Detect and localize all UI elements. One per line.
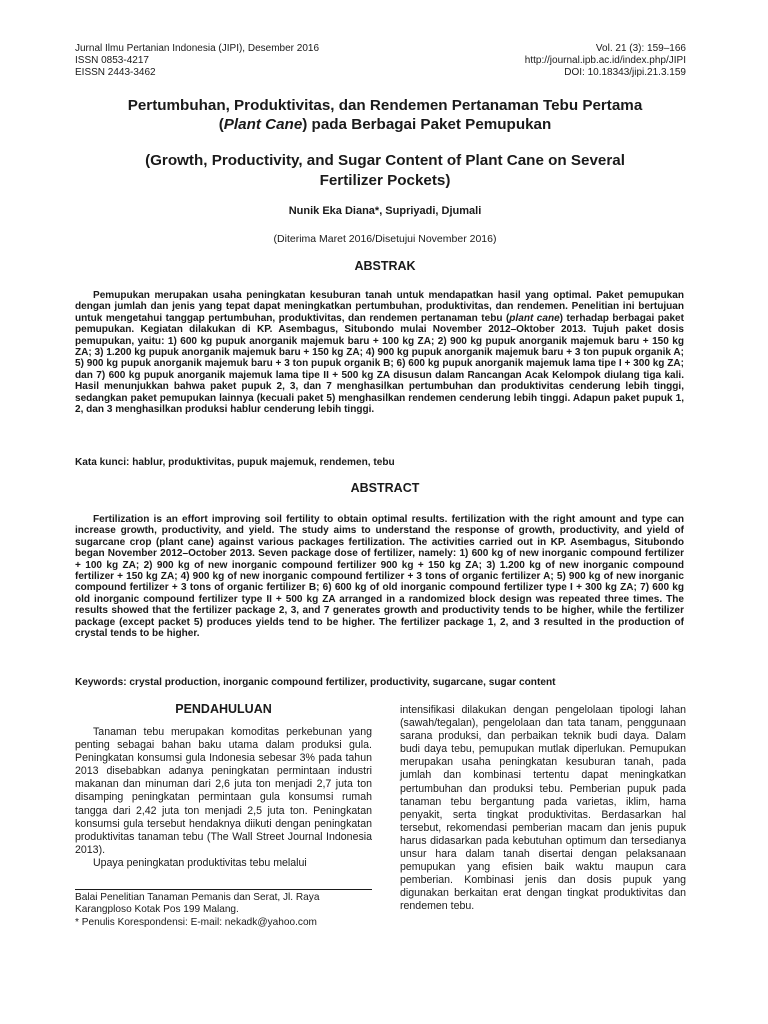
kata-kunci: Kata kunci: hablur, produktivitas, pupuk majemuk, rendemen, tebu bbox=[75, 457, 395, 468]
affiliation-note: Balai Penelitian Tanaman Pemanis dan Serat, Jl. Raya Karangploso Kotak Pos 199 Malang. bbox=[75, 892, 320, 916]
intro-paragraph-1: Tanaman tebu merupakan komoditas perkebunan yang penting sebagai bahan baku utama dalam produksi gula. Peningkatan konsumsi gula Indonesia sebesar 3% pada tahun 2013 disebabkan adanya peningkatan permintaan industri makanan dan minuman dari 2,6 juta ton menjadi 2,7 juta ton disamping peningkatan permintaan gula konsumsi rumah tangga dari 2,42 juta ton menjadi 2,5 juta ton. Peningkatan konsumsi gula tersebut hendaknya diikuti dengan peningkatan produktivitas tanaman tebu (The Wall Street Journal Indonesia 2013). bbox=[75, 726, 372, 856]
pendahuluan-heading: PENDAHULUAN bbox=[175, 702, 272, 716]
title-english bbox=[70, 151, 700, 190]
abstract-heading: ABSTRACT bbox=[350, 481, 420, 495]
abstrak-text-part2: ) terhadap berbagai paket pemupukan. Kegiatan dilakukan di KP. Asembagus, Situbondo mulai November 2012–Oktober 2013. Tujuh paket dosis pemupukan, yaitu: 1) 600 kg pupuk anorganik majemuk baru + 100 kg ZA; 2) 900 kg pupuk anorganik majemuk baru + 150 kg ZA; 3) 1.200 kg pupuk anorganik majemuk baru + 150 kg ZA; 4) 900 kg pupuk anorganik majemuk baru + 3 ton pupuk organik A; 5) 900 kg pupuk anorganik majemuk baru + 3 ton pupuk organik B; 6) 600 kg pupuk anorganik majemuk lama tipe I + 300 kg ZA; dan 7) 600 kg pupuk anorganik majemuk lama tipe II + 500 kg ZA disusun dalam Rancangan Acak Kelompok diulang tiga kali. Hasil menunjukkan bahwa paket pupuk 2, 3, dan 7 menghasilkan pertumbuhan dan produktivitas cenderung lebih tinggi, sedangkan paket pemupukan lainnya (kecuali paket 5) menghasilkan rendemen cenderung lebih tinggi. Adapun paket pupuk 1, 2, dan 3 menghasilkan produksi hablur cenderung lebih tinggi. bbox=[75, 312, 684, 416]
journal-name: Jurnal Ilmu Pertanian Indonesia (JIPI), Desember 2016 bbox=[75, 43, 320, 54]
abstrak-italic-term: plant cane bbox=[509, 312, 560, 324]
authors: Nunik Eka Diana*, Supriyadi, Djumali bbox=[288, 205, 482, 217]
keywords-english: Keywords: crystal production, inorganic compound fertilizer, productivity, sugarcane, sugar content bbox=[75, 677, 556, 688]
journal-url: http://journal.ipb.ac.id/index.php/JIPI bbox=[524, 55, 686, 66]
title-italic-term: Plant Cane bbox=[223, 116, 303, 133]
corresponding-author-note: * Penulis Korespondensi: E-mail: nekadk@yahoo.com bbox=[75, 916, 317, 928]
volume-pages: Vol. 21 (3): 159–166 bbox=[595, 43, 686, 54]
title-paren-open: ( bbox=[218, 116, 224, 133]
abstrak-text bbox=[75, 290, 684, 415]
received-date: (Diterima Maret 2016/Disetujui November 2016) bbox=[273, 233, 497, 245]
intro-paragraph-right: intensifikasi dilakukan dengan pengelolaan tipologi lahan (sawah/tegalan), pengelolaan dan tata tanam, penggunaan sarana produksi, dan perbaikan teknik budi daya. Dalam budi daya tebu, pemupukan mutlak diperlukan. Pemupukan merupakan usaha peningkatan kesuburan tanah, pada jumlah dan kombinasi tertentu dapat meningkatkan pertumbuhan dan produksi tebu. Pemberian pupuk pada tanaman tebu bergantung pada varietas, iklim, hama penyakit, serta tingkat produktivitas. Berdasarkan hal tersebut, rekomendasi pemberian macam dan jenis pupuk harus didasarkan pada kebutuhan optimum dan tersedianya unsur hara dalam tanah disertai dengan pelaksanaan pemupukan yang efisien baik waktu maupun cara pemberian. Kombinasi jenis dan dosis pupuk yang digunakan berkaitan erat dengan tingkat produktivitas dan rendemen tebu. bbox=[400, 704, 686, 913]
eissn: EISSN 2443-3462 bbox=[75, 67, 156, 78]
intro-paragraph-2: Upaya peningkatan produktivitas tebu melalui bbox=[93, 856, 307, 869]
header-left bbox=[75, 43, 319, 79]
header-right bbox=[525, 43, 686, 79]
title-indonesian bbox=[70, 96, 700, 134]
intro-right-column bbox=[400, 704, 686, 914]
title-indonesian-line1: Pertumbuhan, Produktivitas, dan Rendemen Pertanaman Tebu Pertama bbox=[127, 97, 643, 114]
footnotes bbox=[75, 892, 372, 929]
title-english-line1: (Growth, Productivity, and Sugar Content of Plant Cane on Several bbox=[145, 152, 625, 169]
title-indonesian-line2 bbox=[70, 115, 700, 134]
issn: ISSN 0853-4217 bbox=[75, 55, 149, 66]
title-indonesian-line2-rest: ) pada Berbagai Paket Pemupukan bbox=[302, 116, 552, 133]
abstract-text: Fertilization is an effort improving soil fertility to obtain optimal results. fertilization with the right amount and type can increase growth, productivity, and yield. The study aims to understand the response of growth, productivity, and yield of sugarcane crop (plant cane) against various packages fertilization. The activities carried out in KP. Asembagus, Situbondo began November 2012–October 2013. Seven package dose of fertilizer, namely: 1) 600 kg of new inorganic compound fertilizer + 100 kg ZA; 2) 900 kg of new inorganic compound fertilizer 900 kg + 150 kg ZA; 3) 1.200 kg of new inorganic compound fertilizer + 150 kg ZA; 4) 900 kg of new inorganic compound fertilizer + 3 tons of organic fertilizer A; 5) 900 kg of new inorganic compound fertilizer + 3 tons of organic fertilizer B; 6) 600 kg of old inorganic compound fertilizer type I + 300 kg ZA; 7) 600 kg old inorganic compound fertilizer type II + 500 kg ZA arranged in a randomized block design was repeated three times. The results showed that the fertilizer package 2, 3, and 7 generates growth and productivity tends to be higher, while the fertilizer package (except packet 5) produces yields tend to be higher. The fertilizer package 1, 2, and 3 resulted in the production of crystal tends to be higher. bbox=[75, 514, 684, 640]
doi: DOI: 10.18343/jipi.21.3.159 bbox=[564, 67, 686, 78]
title-english-line2: Fertilizer Pockets) bbox=[319, 171, 451, 189]
intro-left-column bbox=[75, 726, 372, 870]
abstrak-heading: ABSTRAK bbox=[354, 259, 416, 273]
footnote-divider bbox=[75, 889, 372, 890]
abstrak-text-part1: Pemupukan merupakan usaha peningkatan kesuburan tanah untuk mendapatkan hasil yang optimal. Paket pemupukan dengan jumlah dan jenis yang tepat dapat meningkatkan pertumbuhan, produktivitas, dan rendemen. Penelitian ini bertujuan untuk mengetahui tanggap pertumbuhan, produktivitas, dan rendemen pertanaman tebu ( bbox=[75, 290, 684, 324]
